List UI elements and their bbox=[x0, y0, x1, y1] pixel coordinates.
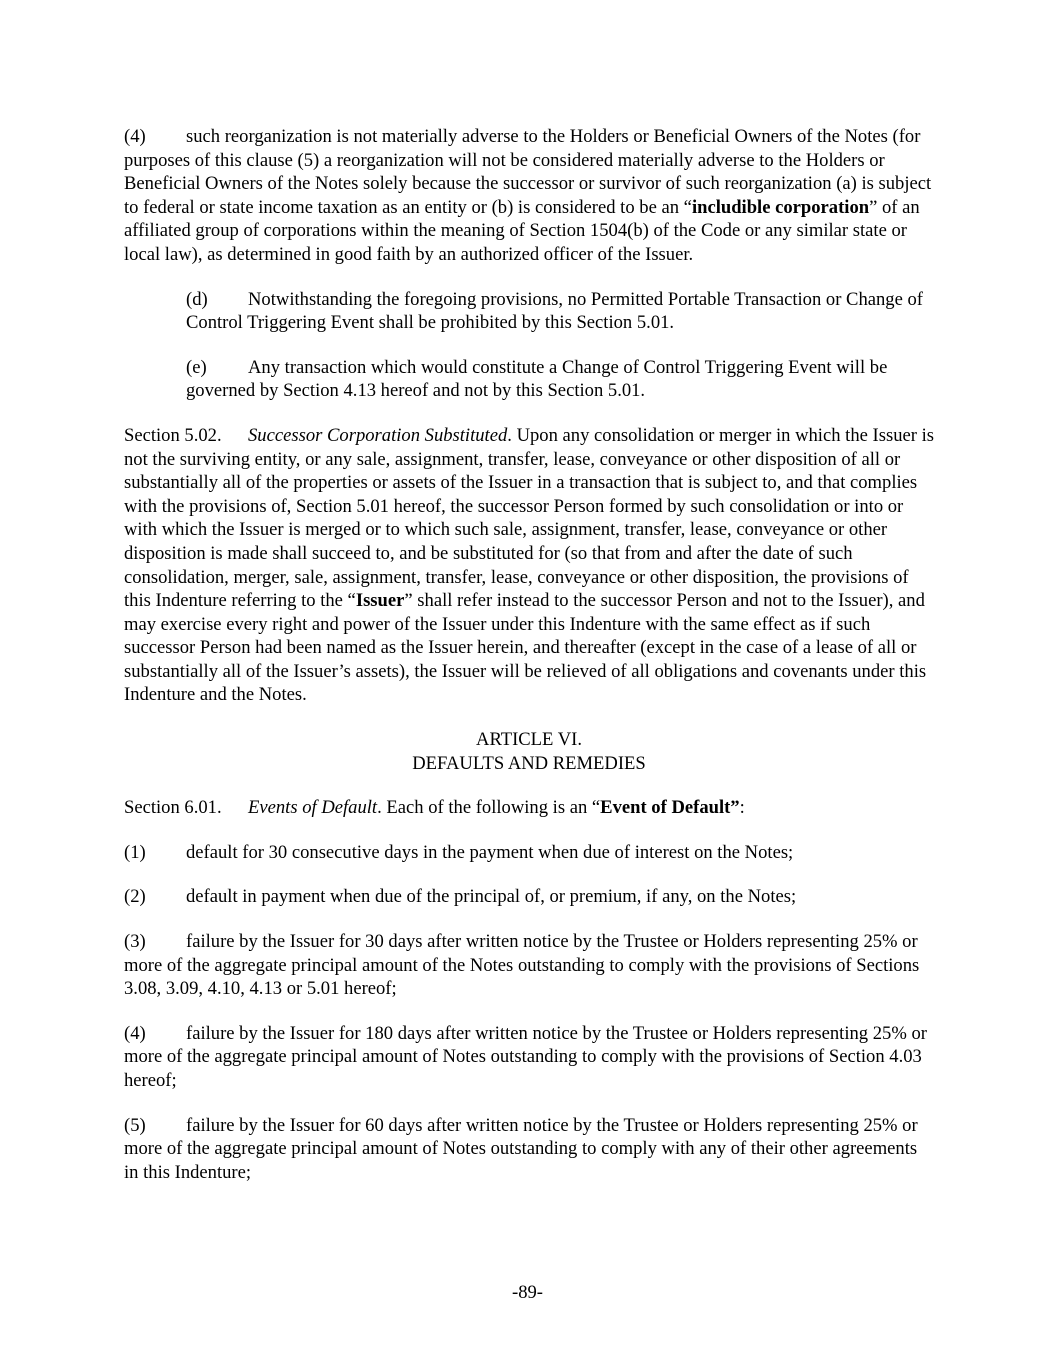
section-title: Successor Corporation Substituted bbox=[248, 424, 508, 446]
page-number: -89- bbox=[512, 1282, 543, 1303]
section-5-02-paragraph: Section 5.02. Successor Corporation Substituted. Upon any consolidation or merger in which the Issuer is not the surviving entity, or any sale, assignment, transfer, lease, conveyance or other disposition of all or substantially all of the properties or assets of the Issuer in a transaction that is subject to, and that complies with the provisions of, Section 5.01 hereof, the successor Person formed by such consolidation or into or with which the Issuer is merged or to which such sale, assignment, transfer, lease, conveyance or other disposition is made shall succeed to, and be substituted for (so that from and after the date of such consolidation, merger, sale, assignment, transfer, lease, conveyance or other disposition, the provisions of this Indenture referring to the “Issuer” shall refer instead to the successor Person and not to the Issuer), and may exercise every right and power of the Issuer under this Indenture with the same effect as if such successor Person had been named as the Issuer herein, and thereafter (except in the case of a lease of all or substantially all of the Issuer’s assets), the Issuer will be relieved of all obligations and covenants under this Indenture and the Notes. bbox=[124, 424, 934, 706]
article-heading bbox=[124, 728, 934, 775]
section-title: Events of Default bbox=[248, 797, 378, 819]
clause-e-paragraph: (e) Any transaction which would constitute a Change of Control Triggering Event will be governed by Section 4.13 hereof and not by this Section 5.01. bbox=[186, 356, 888, 402]
section-number: Section 5.02. bbox=[124, 424, 222, 446]
default-item: (5) failure by the Issuer for 60 days after written notice by the Trustee or Holders representing 25% or more of the aggregate principal amount of Notes outstanding to comply with any of their other agreements in this Indenture; bbox=[124, 1114, 918, 1183]
item-label: (3) bbox=[124, 931, 146, 953]
section-6-01-paragraph: Section 6.01. Events of Default. Each of the following is an “Event of Default”: bbox=[124, 797, 745, 819]
item-label: (1) bbox=[124, 841, 146, 863]
defined-term: includible corporation bbox=[691, 196, 870, 218]
defined-term: Event of Default” bbox=[600, 797, 740, 819]
clause-label: (e) bbox=[186, 356, 207, 378]
item-label: (2) bbox=[124, 886, 146, 908]
clause-d-paragraph: (d) Notwithstanding the foregoing provisions, no Permitted Portable Transaction or Change of Control Triggering Event shall be prohibited by this Section 5.01. bbox=[186, 288, 923, 334]
default-item: (1) default for 30 consecutive days in the payment when due of interest on the Notes; bbox=[124, 841, 794, 863]
item-label: (4) bbox=[124, 1022, 146, 1044]
document-page bbox=[124, 125, 934, 1205]
item-label: (5) bbox=[124, 1114, 146, 1136]
clause-label: (4) bbox=[124, 126, 146, 147]
article-title: DEFAULTS AND REMEDIES bbox=[412, 752, 646, 774]
default-item: (4) failure by the Issuer for 180 days after written notice by the Trustee or Holders representing 25% or more of the aggregate principal amount of Notes outstanding to comply with the provisions of Section 4.03 hereof; bbox=[124, 1022, 927, 1091]
default-item: (2) default in payment when due of the principal of, or premium, if any, on the Notes; bbox=[124, 886, 797, 908]
default-item: (3) failure by the Issuer for 30 days after written notice by the Trustee or Holders representing 25% or more of the aggregate principal amount of the Notes outstanding to comply with the provisions of Sections 3.08, 3.09, 4.10, 4.13 or 5.01 hereof; bbox=[124, 931, 920, 1000]
clause-label: (d) bbox=[186, 288, 208, 310]
article-number: ARTICLE VI. bbox=[476, 729, 582, 751]
section-number: Section 6.01. bbox=[124, 797, 222, 819]
clause-4-paragraph: (4) such reorganization is not materially adverse to the Holders or Beneficial Owners of the Notes (for purposes of this clause (5) a reorganization will not be considered materially adverse to the Holders or Beneficial Owners of the Notes solely because the successor or survivor of such reorganization (a) is subject to federal or state income taxation as an entity or (b) is considered to be an “includible corporation” of an affiliated group of corporations within the meaning of Section 1504(b) of the Code or any similar state or local law), as determined in good faith by an authorized officer of the Issuer. bbox=[124, 126, 932, 265]
defined-term: Issuer bbox=[355, 590, 405, 612]
